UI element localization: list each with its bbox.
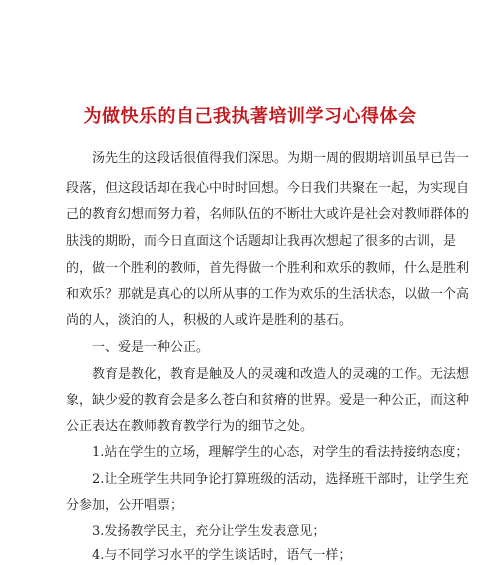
paragraph-line: 尚的人，淡泊的人，积极的人或许是胜利的基石。 bbox=[66, 313, 353, 328]
paragraph-line: 肤浅的期盼，而今日直面这个话题却让我再次想起了很多的古训，是 bbox=[66, 234, 457, 249]
paragraph-line: 的，做一个胜利的教师，首先得做一个胜利和欢乐的教师，什么是胜利 bbox=[66, 261, 470, 276]
paragraph-line: 段落，但这段话却在我心中时时回想。今日我们共聚在一起，为实现自 bbox=[66, 181, 470, 196]
paragraph-line: 和欢乐？那就是真心的以所从事的工作为欢乐的生活状态，以做一个高 bbox=[66, 287, 470, 302]
document-title: 为做快乐的自己我执著培训学习心得体会 bbox=[83, 106, 417, 127]
list-item: 2.让全班学生共同争论打算班级的活动，选择班干部时，让学生充 bbox=[92, 472, 469, 487]
paragraph-line: 教育是教化，教育是触及人的灵魂和改造人的灵魂的工作。无法想 bbox=[92, 367, 470, 382]
list-item: 3.发扬教学民主，充分让学生发表意见； bbox=[92, 524, 326, 539]
paragraph-line: 公正表达在教师教育教学行为的细节之处。 bbox=[66, 419, 314, 434]
section-heading: 一、爱是一种公正。 bbox=[92, 340, 210, 355]
list-item: 4.与不同学习水平的学生谈话时，语气一样； bbox=[92, 548, 352, 563]
list-item: 1.站在学生的立场，理解学生的心态，对学生的看法持接纳态度； bbox=[92, 445, 469, 460]
paragraph-line: 己的教育幻想而努力着，名师队伍的不断壮大或许是社会对教师群体的 bbox=[66, 207, 470, 222]
paragraph-line: 象，缺少爱的教育会是多么苍白和贫瘠的世界。爱是一种公正，而这种 bbox=[66, 393, 470, 408]
list-item-continuation: 分参加，公开唱票； bbox=[66, 498, 184, 513]
paragraph-line: 汤先生的这段话很值得我们深思。为期一周的假期培训虽早已告一 bbox=[92, 151, 470, 166]
